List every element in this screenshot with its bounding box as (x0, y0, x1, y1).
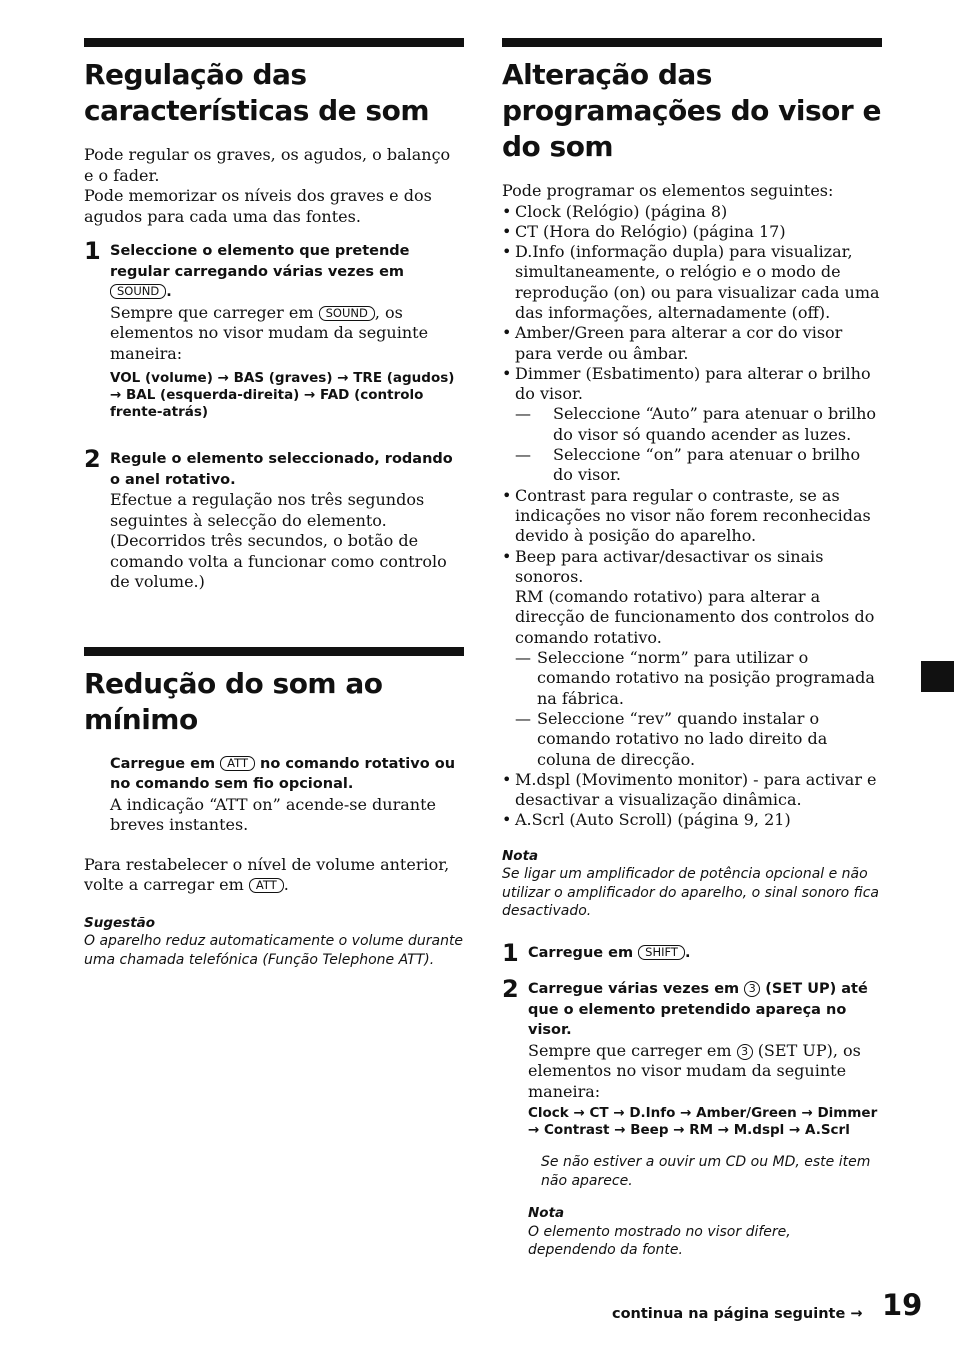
step-2 (502, 975, 882, 1260)
paragraph: Pode memorizar os níveis dos graves e dos agudos para cada uma das fontes. (84, 186, 432, 226)
step-description: Efectue a regulação nos três segundos seguintes à selecção do elemento. (Decorridos três secundos, o botão de comando volta a funcionar como controlo de volume.) (110, 490, 447, 591)
punctuation: . (684, 944, 691, 961)
element-sequence: VOL (volume) → BAS (graves) → TRE (agudos) → BAL (esquerda-direita) → FAD (controlo frente-atrás) (110, 370, 455, 420)
note-title: Nota (502, 847, 539, 864)
list-item (502, 547, 882, 770)
list-item-text: Dimmer (Esbatimento) para alterar o brilho do visor. (515, 363, 871, 404)
list-item: • D.Info (informação dupla) para visualizar, simultaneamente, o relógio e o modo de reprodução (on) ou para visualizar cada uma das informações, alternadamente (off). (502, 242, 882, 323)
paragraph: Pode regular os graves, os agudos, o balanço e o fader. (84, 145, 451, 185)
step-number: 2 (84, 445, 101, 473)
step-instruction (110, 754, 464, 795)
button-3-key: 3 (737, 1044, 753, 1060)
step-instruction-text: Carregue em (110, 755, 216, 772)
punctuation: . (166, 284, 172, 300)
right-column (502, 38, 882, 1260)
step-instruction-text: (SET UP) até que o elemento pretendido apareça no visor. (528, 981, 868, 1039)
step-instruction-text: no comando rotativo ou no comando sem fio opcional. (110, 755, 456, 792)
continue-notice: continua na página seguinte → (612, 1306, 863, 1322)
section-title: Alteração das programações do visor e do som (502, 58, 881, 163)
settings-list (502, 202, 882, 831)
step-text: Sempre que carreger em (110, 302, 314, 322)
step-text: , os elementos no visor mudam da seguinte maneira: (110, 302, 429, 363)
step-note: Se não estiver a ouvir um CD ou MD, este item não aparece. (541, 1154, 871, 1189)
element-sequence: Clock → CT → D.Info → Amber/Green → Dimmer → Contrast → Beep → RM → M.dspl → A.Scrl (528, 1105, 878, 1139)
paragraph-text: Para restabelecer o nível de volume anterior, volte a carregar em (84, 854, 450, 894)
step-number: 1 (502, 938, 519, 967)
step-description: A indicação “ATT on” acende-se durante breves instantes. (110, 794, 436, 834)
step-number: 2 (502, 975, 519, 1004)
note-text: Se ligar um amplificador de potência opcional e não utilizar o amplificador do aparelho, o sinal sonoro fica desactivado. (502, 866, 879, 920)
list-item: • CT (Hora do Relógio) (página 17) (502, 222, 882, 242)
sub-item: — Seleccione “rev” quando instalar o comando rotativo no lado direito da coluna de direcção. (515, 709, 882, 770)
page-number: 19 (882, 1288, 923, 1322)
step-text: Sempre que carreger em (528, 1040, 732, 1060)
att-key: ATT (220, 756, 255, 771)
step-description (528, 1041, 882, 1103)
step-instruction (528, 943, 882, 964)
step-instruction (110, 241, 464, 303)
att-key: ATT (249, 878, 284, 893)
list-item-text: Beep para activar/desactivar os sinais sonoros. (515, 546, 824, 586)
list-item: • Amber/Green para alterar a cor do visor para verde ou âmbar. (502, 323, 882, 364)
step-2 (84, 445, 464, 593)
paragraph: Pode programar os elementos seguintes: (502, 181, 834, 200)
list-item: • M.dspl (Movimento monitor) - para activar e desactivar a visualização dinâmica. (502, 770, 882, 811)
left-column (84, 38, 464, 969)
list-item (502, 364, 882, 486)
sound-key: SOUND (110, 284, 166, 299)
list-item: • Clock (Relógio) (página 8) (502, 202, 882, 222)
step-instruction-text: Carregue em (528, 944, 634, 961)
list-item-text: RM (comando rotativo) para alterar a direcção de funcionamento dos controlos do comando rotativo. (515, 587, 875, 647)
sub-item: — Seleccione “Auto” para atenuar o brilho do visor só quando acender as luzes. (515, 404, 882, 445)
step-number: 1 (84, 237, 101, 265)
tip-title: Sugestão (84, 914, 156, 931)
step-instruction: Regule o elemento seleccionado, rodando o anel rotativo. (110, 451, 453, 488)
note-title: Nota (528, 1205, 565, 1222)
step (84, 754, 464, 836)
list-item: • A.Scrl (Auto Scroll) (página 9, 21) (502, 810, 882, 830)
section-rule (84, 647, 464, 656)
step-text: (SET UP), os elementos no visor mudam da seguinte maneira: (528, 1040, 861, 1101)
sub-item: — Seleccione “norm” para utilizar o comando rotativo na posição programada na fábrica. (515, 648, 882, 709)
note-text: O elemento mostrado no visor difere, dependendo da fonte. (528, 1223, 791, 1259)
list-item: • Contrast para regular o contraste, se as indicações no visor não forem reconhecidas devido à posição do aparelho. (502, 486, 882, 547)
punctuation: . (283, 875, 289, 894)
button-3-key: 3 (744, 981, 760, 997)
step-1 (84, 237, 464, 421)
section-rule (502, 38, 882, 47)
sound-key: SOUND (319, 306, 375, 321)
paragraph (84, 855, 464, 896)
step-instruction-text: Seleccione o elemento que pretende regular carregando várias vezes em (110, 243, 410, 280)
section-rule (84, 38, 464, 47)
step-1 (502, 938, 882, 967)
sub-item: — Seleccione “on” para atenuar o brilho do visor. (515, 445, 882, 486)
step-description (110, 303, 464, 365)
section-tab-marker (921, 661, 954, 692)
section-title: Redução do som ao mínimo (84, 666, 383, 736)
step-instruction-text: Carregue várias vezes em (528, 981, 740, 998)
step-instruction (528, 979, 882, 1041)
section-title: Regulação das características de som (84, 58, 429, 127)
tip-text: O aparelho reduz automaticamente o volume durante uma chamada telefónica (Função Telephone ATT). (84, 933, 464, 968)
shift-key: SHIFT (638, 945, 685, 960)
